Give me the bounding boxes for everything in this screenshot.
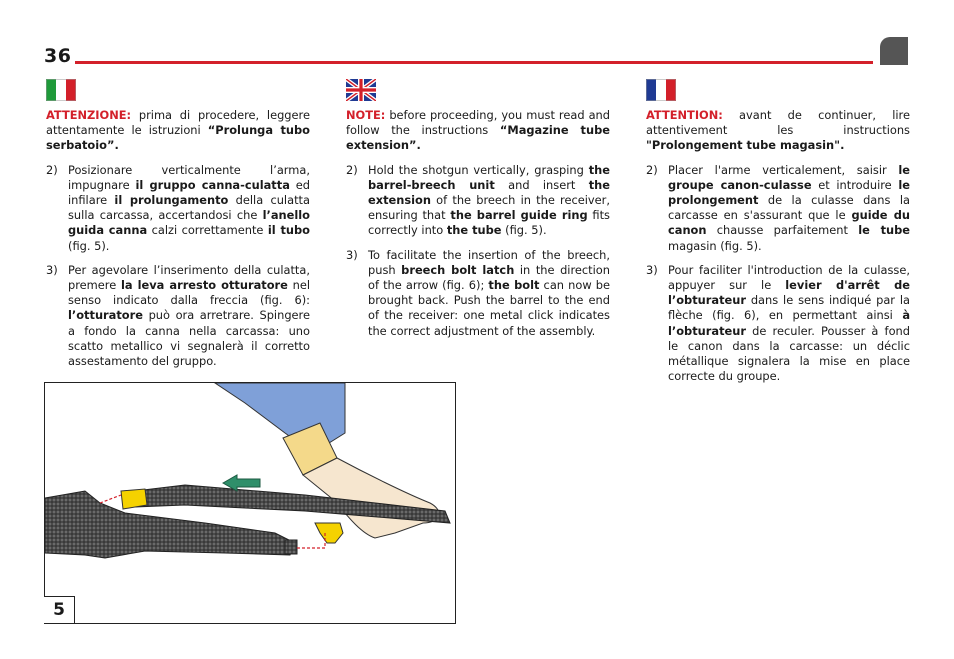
step-emphasis: the tube bbox=[446, 223, 502, 238]
step-run: Per agevolare l’inserimento della culatta, premere bbox=[68, 262, 310, 293]
step-run: (fig. 5). bbox=[501, 223, 547, 238]
intro-reference: "Prolongement tube magasin". bbox=[646, 138, 845, 153]
step-text bbox=[368, 248, 610, 339]
step-run: (fig. 5). bbox=[68, 238, 110, 253]
step-number: 2) bbox=[646, 162, 658, 177]
step-run: ed infilare bbox=[68, 177, 311, 208]
step-run: and insert bbox=[494, 177, 589, 192]
header-rule bbox=[75, 61, 873, 64]
step-emphasis: the bolt bbox=[488, 278, 540, 293]
step-run: Placer l'arme verticalement, saisir bbox=[668, 162, 899, 177]
step-run: può ora arretrare. Spingere a fondo la canna nella carcassa: uno scatto metallico vi segnalerà il corretto assestamento del gruppo. bbox=[68, 308, 310, 369]
step-emphasis: à l’obturateur bbox=[668, 308, 910, 338]
step-emphasis: il gruppo canna-culatta bbox=[135, 177, 290, 192]
step-run: et introduire bbox=[811, 177, 899, 192]
intro-text: before proceeding, you must read and follow the instructions bbox=[346, 108, 610, 138]
step-run: chausse parfaitement bbox=[706, 223, 859, 238]
intro-text: avant de continuer, lire attentivement les instructions bbox=[646, 108, 910, 138]
intro-reference: “Magazine tube extension”. bbox=[346, 123, 610, 153]
step-run: in the direction of the arrow (fig. 6); bbox=[368, 262, 610, 293]
step-emphasis: la leva arresto otturatore bbox=[120, 278, 288, 293]
figure-number-label: 5 bbox=[44, 596, 75, 623]
step-emphasis: l’otturatore bbox=[68, 308, 143, 323]
step-emphasis: guide du canon bbox=[668, 208, 910, 238]
uk-flag-icon bbox=[346, 79, 376, 101]
intro-paragraph bbox=[46, 108, 310, 154]
step-text bbox=[668, 163, 910, 254]
step-emphasis: the barrel-breech unit bbox=[368, 162, 610, 192]
intro-paragraph bbox=[646, 108, 910, 154]
warning-label: NOTE: bbox=[346, 108, 386, 122]
column-english bbox=[346, 108, 610, 348]
step-number: 2) bbox=[346, 162, 358, 177]
step-emphasis: levier d'arrêt de l’obturateur bbox=[668, 278, 910, 308]
step-emphasis: le groupe canon-culasse bbox=[668, 162, 910, 192]
intro-paragraph bbox=[346, 108, 610, 154]
step-run: can now be brought back. Push the barrel to the end of the receiver: one metal click indicates the correct adjustment of the assembly. bbox=[368, 278, 610, 338]
step-run: de la culasse dans la carcasse en s'assurant que le bbox=[668, 193, 910, 223]
instruction-step bbox=[346, 163, 610, 239]
step-text bbox=[668, 263, 910, 385]
column-french bbox=[646, 108, 910, 393]
step-run: of the breech in the receiver, ensuring that bbox=[368, 193, 610, 223]
warning-label: ATTENZIONE: bbox=[46, 108, 132, 122]
figure-5-illustration bbox=[44, 382, 456, 624]
step-emphasis: the barrel guide ring bbox=[450, 208, 588, 223]
instruction-step bbox=[46, 163, 310, 254]
step-run: magasin (fig. 5). bbox=[668, 238, 762, 253]
instruction-step bbox=[646, 263, 910, 385]
step-text bbox=[68, 163, 310, 254]
step-run: nel senso indicato dalla freccia (fig. 6): bbox=[68, 278, 310, 308]
step-run: Posizionare verticalmente l’arma, impugnare bbox=[68, 162, 310, 192]
column-italian bbox=[46, 108, 310, 378]
step-number: 3) bbox=[646, 262, 658, 277]
warning-label: ATTENTION: bbox=[646, 108, 723, 122]
shotgun-assembly-illustration bbox=[45, 383, 455, 623]
step-emphasis: the extension bbox=[368, 177, 610, 208]
step-number: 3) bbox=[346, 247, 358, 262]
step-run: della culatta sulla carcassa, accertandosi che bbox=[68, 193, 310, 223]
step-emphasis: breech bolt latch bbox=[401, 262, 515, 277]
french-flag-icon bbox=[646, 79, 676, 101]
instruction-step bbox=[346, 248, 610, 339]
step-emphasis: l’anello guida canna bbox=[68, 208, 310, 238]
step-number: 3) bbox=[46, 262, 58, 277]
italian-flag-icon bbox=[46, 79, 76, 101]
section-tab bbox=[880, 37, 908, 65]
intro-reference: “Prolunga tubo serbatoio”. bbox=[46, 123, 310, 153]
step-run: Hold the shotgun vertically, grasping bbox=[368, 162, 589, 177]
step-text bbox=[68, 263, 310, 369]
instruction-step bbox=[646, 163, 910, 254]
step-emphasis: le prolongement bbox=[668, 177, 910, 208]
step-emphasis: il prolungamento bbox=[114, 193, 229, 208]
step-run: calzi correttamente bbox=[147, 223, 268, 238]
step-run: To facilitate the insertion of the breech, push bbox=[368, 247, 610, 277]
step-run: fits correctly into bbox=[368, 208, 610, 238]
step-emphasis: il tubo bbox=[267, 223, 310, 238]
intro-text: prima di procedere, leggere attentamente le istruzioni bbox=[46, 108, 310, 138]
step-run: Pour faciliter l'introduction de la culasse, appuyer sur le bbox=[668, 262, 910, 293]
step-text bbox=[368, 163, 610, 239]
step-run: de reculer. Pousser à fond le canon dans la carcasse: un déclic métallique signalera la mise en place correcte du groupe. bbox=[668, 323, 910, 384]
step-emphasis: le tube bbox=[858, 223, 910, 238]
step-run: dans le sens indiqué par la flèche (fig. 6), en permettant ainsi bbox=[668, 293, 910, 323]
instruction-step bbox=[46, 263, 310, 369]
page-number: 36 bbox=[44, 45, 72, 67]
step-number: 2) bbox=[46, 162, 58, 177]
